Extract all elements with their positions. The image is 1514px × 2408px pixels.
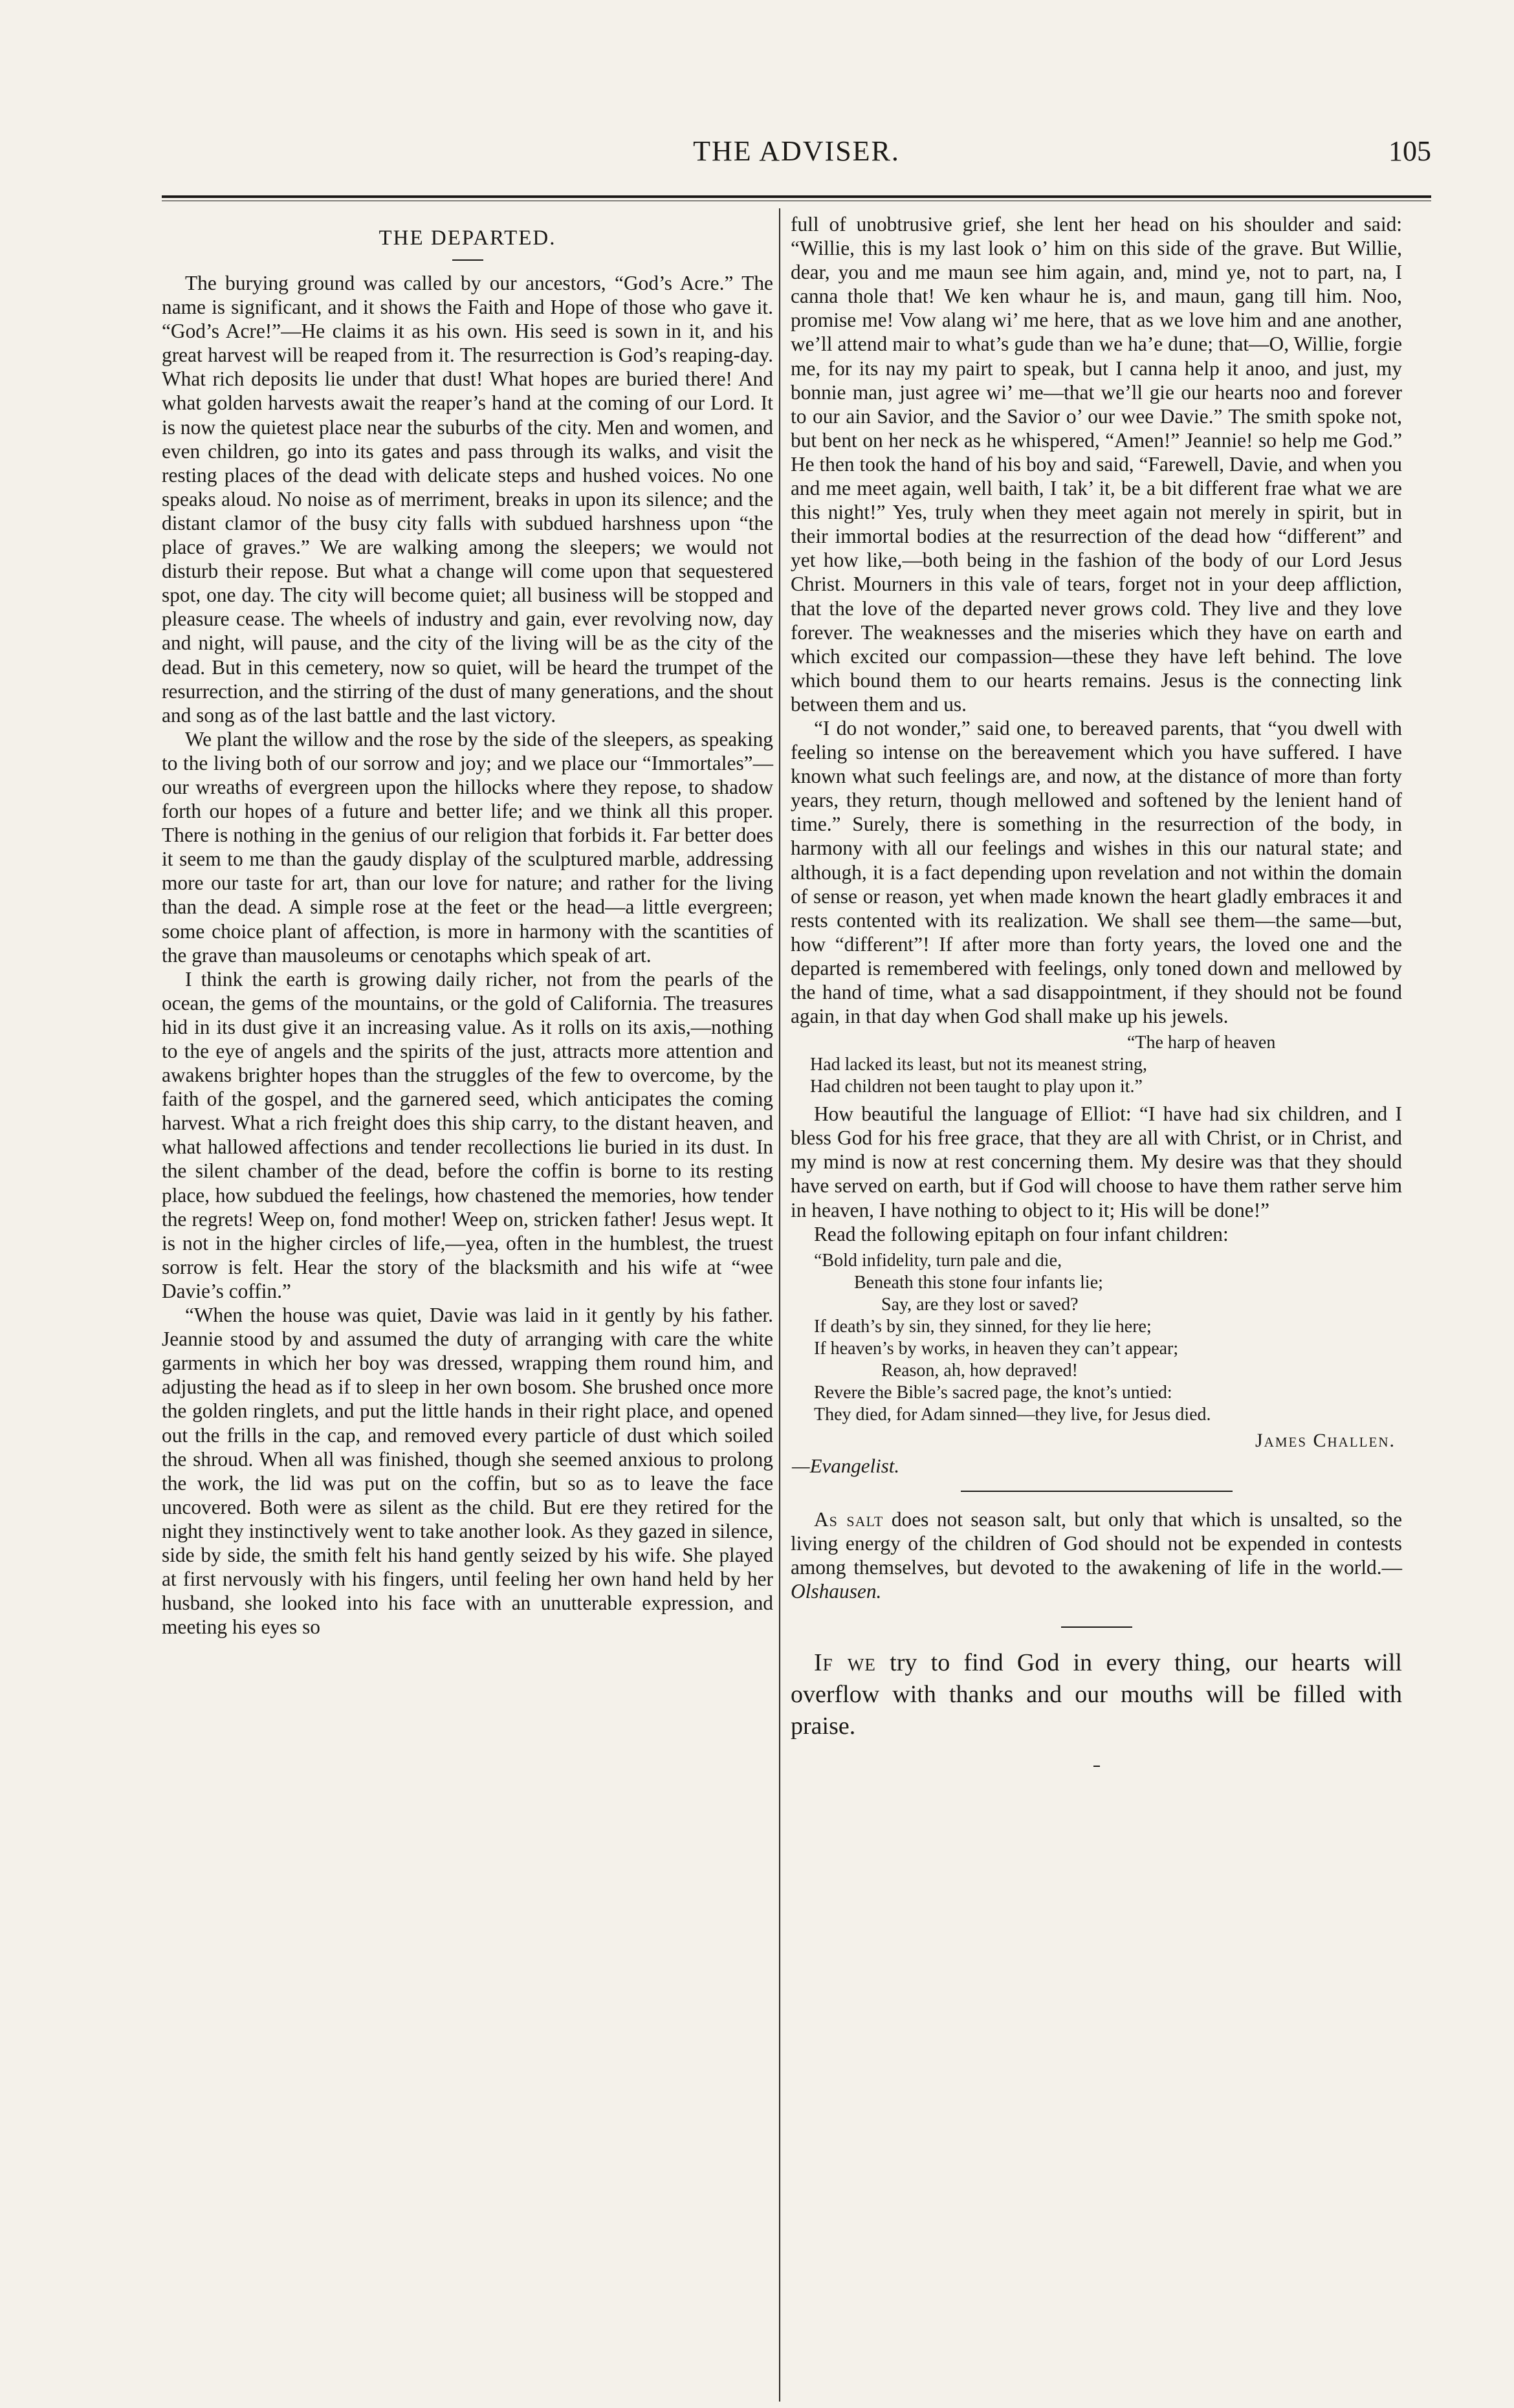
- paragraph-salt: [791, 1507, 1402, 1603]
- poem-line: “Bold infidelity, turn pale and die,: [814, 1250, 1062, 1271]
- left-column: [162, 212, 773, 1639]
- poem-line: “The harp of heaven: [1127, 1033, 1276, 1053]
- salt-lead: As salt: [814, 1507, 884, 1531]
- salt-author: Olshausen.: [791, 1580, 882, 1603]
- poem-harp: [791, 1032, 1402, 1098]
- poem-line: If heaven’s by works, in heaven they can’t appear;: [814, 1338, 1179, 1359]
- paragraph-3: I think the earth is growing daily richer, not from the pearls of the ocean, the gems of the mountains, or the gold of California. The treasures hid in its dust give it an increasing value. As it rolls on its axis,—nothing to the eye of angels and the spirits of the just, attracts more attention and awakens brighter hopes than the struggles of the few to overcome, by the faith of the gospel, and the garnered seed, which anticipates the coming harvest. What a rich freight does this ship carry, to the distant heaven, and what hallowed affections and tender recollections lie buried in its dust. In the silent chamber of the dead, before the coffin is borne to its resting place, how subdued the feelings, how chastened the memories, how tender the regrets! Weep on, fond mother! Weep on, stricken father! Jesus wept. It is not in the higher circles of life,—yea, often in the humblest, the truest sorrow is felt. Hear the story of the blacksmith and his wife at “wee Davie’s coffin.”: [162, 967, 773, 1302]
- poem-epitaph: [791, 1250, 1402, 1426]
- poem-line: They died, for Adam sinned—they live, for Jesus died.: [814, 1404, 1211, 1425]
- paragraph-2: We plant the willow and the rose by the side of the sleepers, as speaking to the living both of our sorrow and joy; and we place our “Immortales”—our wreaths of evergreen upon the hillocks where they repose, to shadow forth our hopes of a future and better life; and we think all this proper. There is nothing in the genius of our religion that forbids it. Far better does it seem to me than the gaudy display of the sculptured marble, addressing more our taste for art, than our love for nature; and rather for the living than the dead. A simple rose at the feet or the head—a little evergreen; some choice plant of affection, is more in harmony with the scantities of the grave than mausoleums or cenotaphs which speak of art.: [162, 727, 773, 967]
- section-rule-2: [1061, 1626, 1132, 1628]
- running-title: THE ADVISER.: [693, 135, 900, 167]
- paragraph-1: The burying ground was called by our ancestors, “God’s Acre.” The name is significant, and it shows the Faith and Hope of those who gave it. “God’s Acre!”—He claims it as his own. His seed is sown in it, and his great harvest will be reaped from it. The resurrection is God’s reaping-day. What rich deposits lie under that dust! What hopes are buried there! And what golden harvests await the reaper’s hand at the coming of our Lord. It is now the quietest place near the suburbs of the city. Men and women, and even children, go into its gates and pass through its walks, and visit the resting places of the dead with delicate steps and hushed voices. No one speaks aloud. No noise as of merriment, breaks in upon its silence; and the distant clamor of the busy city falls with subdued harshness upon “the place of graves.” We are walking among the sleepers; we would not disturb their repose. But what a change will come upon that sequestered spot, one day. The city will become quiet; all business will be stopped and pleasure cease. The wheels of industry and gain, ever revolving now, day and night, will pause, and the city of the living will be as the city of the dead. But in this cemetery, now so quiet, will be heard the trumpet of the resurrection, and the stirring of the dust of many generations, and the shout and song as of the last battle and the last victory.: [162, 272, 773, 727]
- paragraph-epitaph: Read the following epitaph on four infant children:: [814, 1222, 1229, 1245]
- title-rule: [452, 259, 483, 261]
- paragraph-god: [791, 1647, 1402, 1742]
- end-mark: [1093, 1766, 1100, 1767]
- paragraph-4: “When the house was quiet, Davie was laid in it gently by his father. Jeannie stood by and assumed the duty of arranging with care the white garments in which her boy was dressed, wrapping them round him, and adjusting the head as if to sleep in her own bosom. She brushed once more the golden ringlets, and put the little hands in their right place, and opened out the frills in the cap, and removed every particle of dust which soiled the shroud. When all was finished, though she seemed anxious to prolong the work, the lid was put on the coffin, but so as to leave the face uncovered. Both were as silent as the child. But ere they retired for the night they instinctively went to take another look. As they gazed in silence, side by side, the smith felt his hand gently seized by his wife. She played at first nervously with his fingers, until feeling her own hand held by her husband, she looked into his face with an unutterable expression, and meeting his eyes so: [162, 1304, 773, 1639]
- paragraph-elliot: How beautiful the language of Elliot: “I have had six children, and I bless God for his free grace, that they are all with Christ, or in Christ, and my mind is now at rest concerning them. My desire was that they should have served on earth, but if God will choose to have them rather serve him in heaven, I have nothing to object to it; His will be done!”: [791, 1102, 1402, 1221]
- poem-line: Reason, ah, how depraved!: [881, 1360, 1079, 1381]
- right-column: [791, 212, 1402, 1767]
- article-title: THE DEPARTED.: [378, 226, 556, 250]
- source-credit: —Evangelist.: [792, 1454, 900, 1477]
- poem-line: Beneath this stone four infants lie;: [854, 1272, 1103, 1293]
- author-signature: James Challen.: [1255, 1429, 1396, 1451]
- page-number: 105: [1388, 135, 1431, 167]
- god-lead: If we: [814, 1649, 876, 1677]
- header-rule: [162, 195, 1431, 201]
- column-divider: [779, 208, 780, 2402]
- section-rule: [961, 1491, 1233, 1492]
- salt-text: does not season salt, but only that which is unsalted, so the living energy of the children of God should not be expended in contests among themselves, but devoted to the awakening of life in the world.—: [791, 1507, 1403, 1579]
- poem-line: Revere the Bible’s sacred page, the knot’s untied:: [814, 1382, 1172, 1403]
- paragraph-wonder: “I do not wonder,” said one, to bereaved parents, that “you dwell with feeling so intense on the bereavement which you have suffered. I have known what such feelings are, and now, at the distance of more than forty years, they return, though mellowed and softened by the lenient hand of time.” Surely, there is something in the resurrection of the body, in harmony with all our feelings and wishes in this our natural state; and although, it is a fact depending upon revelation and not within the domain of sense or reason, yet when made known the heart gladly embraces it and rests contented with its realization. We shall see them—the same—but, how “different”! If after more than forty years, the loved one and the departed is remembered with feelings, only toned down and mellowed by the hand of time, what a sad disappointment, if they should not be found again, in that day when God shall make up his jewels.: [791, 716, 1402, 1028]
- poem-line: Say, are they lost or saved?: [881, 1294, 1079, 1315]
- poem-line: Had lacked its least, but not its meanest string,: [810, 1055, 1148, 1075]
- paragraph-continued: full of unobtrusive grief, she lent her head on his shoulder and said: “Willie, this is my last look o’ him on this side of the grave. But Willie, dear, you and me maun see him again, and, mind ye, not to part, na, I canna thole that! We ken whaur he is, and maun, gang till him. Noo, promise me! Vow alang wi’ me here, that as we love him and ane another, we’ll attend mair to what’s gude than we ha’e dune; that—O, Willie, forgie me, for its nay my pairt to speak, but I canna help it anoo, and just, my bonnie man, just agree wi’ me—that we’ll gie our hearts noo and forever to our ain Savior, and the Savior o’ our wee Davie.” The smith spoke not, but bent on her neck as he whispered, “Amen!” Jeannie! so help me God.” He then took the hand of his boy and said, “Farewell, Davie, and when you and me meet again, well baith, I tak’ it, be a bit different frae what we are this night!” Yes, truly when they meet again not merely in spirit, but in their immortal bodies at the resurrection of the dead how “different” and yet how like,—both being in the fashion of the body of our Lord Jesus Christ. Mourners in this vale of tears, forget not in your deep affliction, that the love of the departed never grows cold. They live and they love forever. The weaknesses and the miseries which they have on earth and which excited our compassion—these they have left behind. The love which bound them to our hearts remains. Jesus is the connecting link between them and us.: [791, 213, 1402, 716]
- page-header: [162, 135, 1431, 180]
- poem-line: Had children not been taught to play upon it.”: [810, 1077, 1143, 1097]
- poem-line: If death’s by sin, they sinned, for they lie here;: [814, 1316, 1152, 1337]
- god-text: try to find God in every thing, our hearts will overflow with thanks and our mouths will be filled with praise.: [791, 1649, 1402, 1740]
- closing-note: [791, 1647, 1402, 1742]
